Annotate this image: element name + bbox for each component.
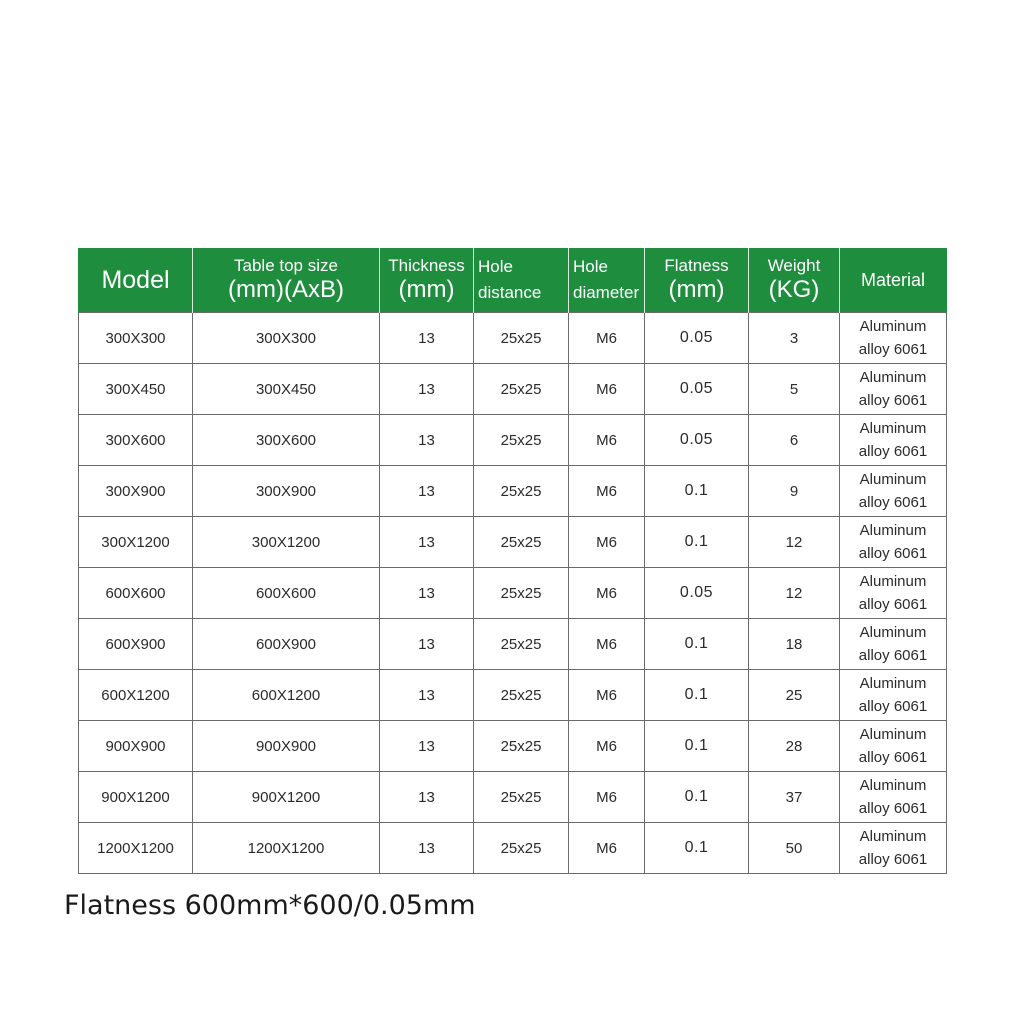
cell-model: 300X300 [79,313,193,364]
cell-hole-distance: 25x25 [474,568,569,619]
cell-size: 300X900 [193,466,380,517]
header-table-top-line2: (mm)(AxB) [228,276,344,303]
table-body [79,313,947,874]
cell-hole-distance: 25x25 [474,364,569,415]
material-line2: alloy 6061 [858,698,928,715]
cell-hole-distance: 25x25 [474,721,569,772]
material-line1: Aluminum [859,420,927,437]
material-line1: Aluminum [859,828,927,845]
header-material [840,248,947,313]
cell-model: 600X600 [79,568,193,619]
table-row [79,466,947,517]
cell-flatness: 0.1 [645,823,749,874]
cell-material [840,568,947,619]
material-line2: alloy 6061 [858,392,928,409]
cell-material [840,466,947,517]
header-table-top-size [193,248,380,313]
cell-flatness: 0.05 [645,313,749,364]
cell-model: 600X900 [79,619,193,670]
header-hole-distance-line1: Hole [478,257,513,276]
table-row [79,568,947,619]
cell-model: 300X450 [79,364,193,415]
cell-hole-diameter: M6 [569,670,645,721]
cell-flatness: 0.1 [645,721,749,772]
material-line1: Aluminum [859,726,927,743]
cell-material [840,517,947,568]
table-row [79,823,947,874]
cell-hole-diameter: M6 [569,721,645,772]
cell-hole-diameter: M6 [569,619,645,670]
cell-model: 300X900 [79,466,193,517]
cell-flatness: 0.05 [645,364,749,415]
material-line1: Aluminum [859,573,927,590]
cell-hole-diameter: M6 [569,364,645,415]
header-hole-diameter-line1: Hole [573,257,608,276]
cell-hole-distance: 25x25 [474,823,569,874]
cell-flatness: 0.1 [645,670,749,721]
cell-weight: 9 [749,466,840,517]
cell-hole-distance: 25x25 [474,670,569,721]
cell-material [840,670,947,721]
header-weight-line1: Weight [767,256,821,275]
cell-hole-distance: 25x25 [474,466,569,517]
material-line1: Aluminum [859,318,927,335]
material-line2: alloy 6061 [858,596,928,613]
table-row [79,721,947,772]
material-line1: Aluminum [859,624,927,641]
material-line1: Aluminum [859,369,927,386]
cell-flatness: 0.1 [645,619,749,670]
cell-weight: 3 [749,313,840,364]
header-weight [749,248,840,313]
table-row [79,415,947,466]
cell-flatness: 0.05 [645,568,749,619]
cell-flatness: 0.1 [645,772,749,823]
cell-thickness: 13 [380,823,474,874]
header-material-label: Material [860,269,926,290]
table-row [79,364,947,415]
header-thickness-line1: Thickness [388,256,465,275]
cell-thickness: 13 [380,619,474,670]
cell-flatness: 0.1 [645,517,749,568]
cell-model: 300X600 [79,415,193,466]
cell-hole-diameter: M6 [569,772,645,823]
cell-material [840,823,947,874]
cell-thickness: 13 [380,772,474,823]
cell-thickness: 13 [380,517,474,568]
header-flatness [645,248,749,313]
cell-hole-distance: 25x25 [474,517,569,568]
cell-size: 900X900 [193,721,380,772]
cell-hole-distance: 25x25 [474,415,569,466]
cell-model: 900X900 [79,721,193,772]
cell-model: 600X1200 [79,670,193,721]
cell-thickness: 13 [380,670,474,721]
header-model-label: Model [101,265,170,294]
cell-material [840,313,947,364]
material-line1: Aluminum [859,777,927,794]
cell-thickness: 13 [380,313,474,364]
material-line1: Aluminum [859,471,927,488]
table-row [79,619,947,670]
cell-model: 900X1200 [79,772,193,823]
cell-size: 600X600 [193,568,380,619]
table-row [79,313,947,364]
cell-thickness: 13 [380,364,474,415]
material-line2: alloy 6061 [858,851,928,868]
cell-flatness: 0.05 [645,415,749,466]
cell-weight: 28 [749,721,840,772]
header-flatness-line2: (mm) [668,276,725,303]
cell-hole-diameter: M6 [569,415,645,466]
cell-hole-diameter: M6 [569,568,645,619]
cell-size: 300X1200 [193,517,380,568]
flatness-footnote: Flatness 600mm*600/0.05mm [64,890,476,921]
cell-weight: 5 [749,364,840,415]
cell-weight: 37 [749,772,840,823]
material-line2: alloy 6061 [858,341,928,358]
cell-flatness: 0.1 [645,466,749,517]
table-row [79,670,947,721]
header-thickness-line2: (mm) [398,276,455,303]
cell-weight: 50 [749,823,840,874]
header-model [79,248,193,313]
cell-material [840,415,947,466]
cell-material [840,721,947,772]
cell-model: 1200X1200 [79,823,193,874]
cell-size: 300X600 [193,415,380,466]
cell-model: 300X1200 [79,517,193,568]
material-line1: Aluminum [859,522,927,539]
cell-hole-distance: 25x25 [474,313,569,364]
material-line2: alloy 6061 [858,647,928,664]
cell-size: 1200X1200 [193,823,380,874]
cell-size: 600X1200 [193,670,380,721]
cell-hole-distance: 25x25 [474,772,569,823]
header-thickness [380,248,474,313]
cell-weight: 12 [749,568,840,619]
cell-thickness: 13 [380,415,474,466]
material-line2: alloy 6061 [858,494,928,511]
cell-hole-diameter: M6 [569,313,645,364]
header-weight-line2: (KG) [768,276,820,303]
header-hole-distance [474,248,569,313]
cell-weight: 25 [749,670,840,721]
header-hole-diameter [569,248,645,313]
material-line2: alloy 6061 [858,800,928,817]
cell-weight: 6 [749,415,840,466]
spec-table [78,248,947,874]
cell-thickness: 13 [380,568,474,619]
cell-size: 600X900 [193,619,380,670]
material-line2: alloy 6061 [858,749,928,766]
material-line2: alloy 6061 [858,545,928,562]
cell-size: 300X300 [193,313,380,364]
cell-material [840,619,947,670]
material-line1: Aluminum [859,675,927,692]
cell-hole-distance: 25x25 [474,619,569,670]
header-table-top-line1: Table top size [234,256,338,275]
cell-material [840,772,947,823]
cell-size: 300X450 [193,364,380,415]
table-row [79,772,947,823]
cell-material [840,364,947,415]
cell-weight: 18 [749,619,840,670]
header-hole-diameter-line2: diameter [573,283,640,302]
cell-weight: 12 [749,517,840,568]
cell-hole-diameter: M6 [569,517,645,568]
material-line2: alloy 6061 [858,443,928,460]
cell-size: 900X1200 [193,772,380,823]
table-row [79,517,947,568]
cell-hole-diameter: M6 [569,466,645,517]
header-row [79,248,947,313]
cell-thickness: 13 [380,721,474,772]
cell-thickness: 13 [380,466,474,517]
header-flatness-line1: Flatness [664,256,729,275]
cell-hole-diameter: M6 [569,823,645,874]
header-hole-distance-line2: distance [478,283,542,302]
